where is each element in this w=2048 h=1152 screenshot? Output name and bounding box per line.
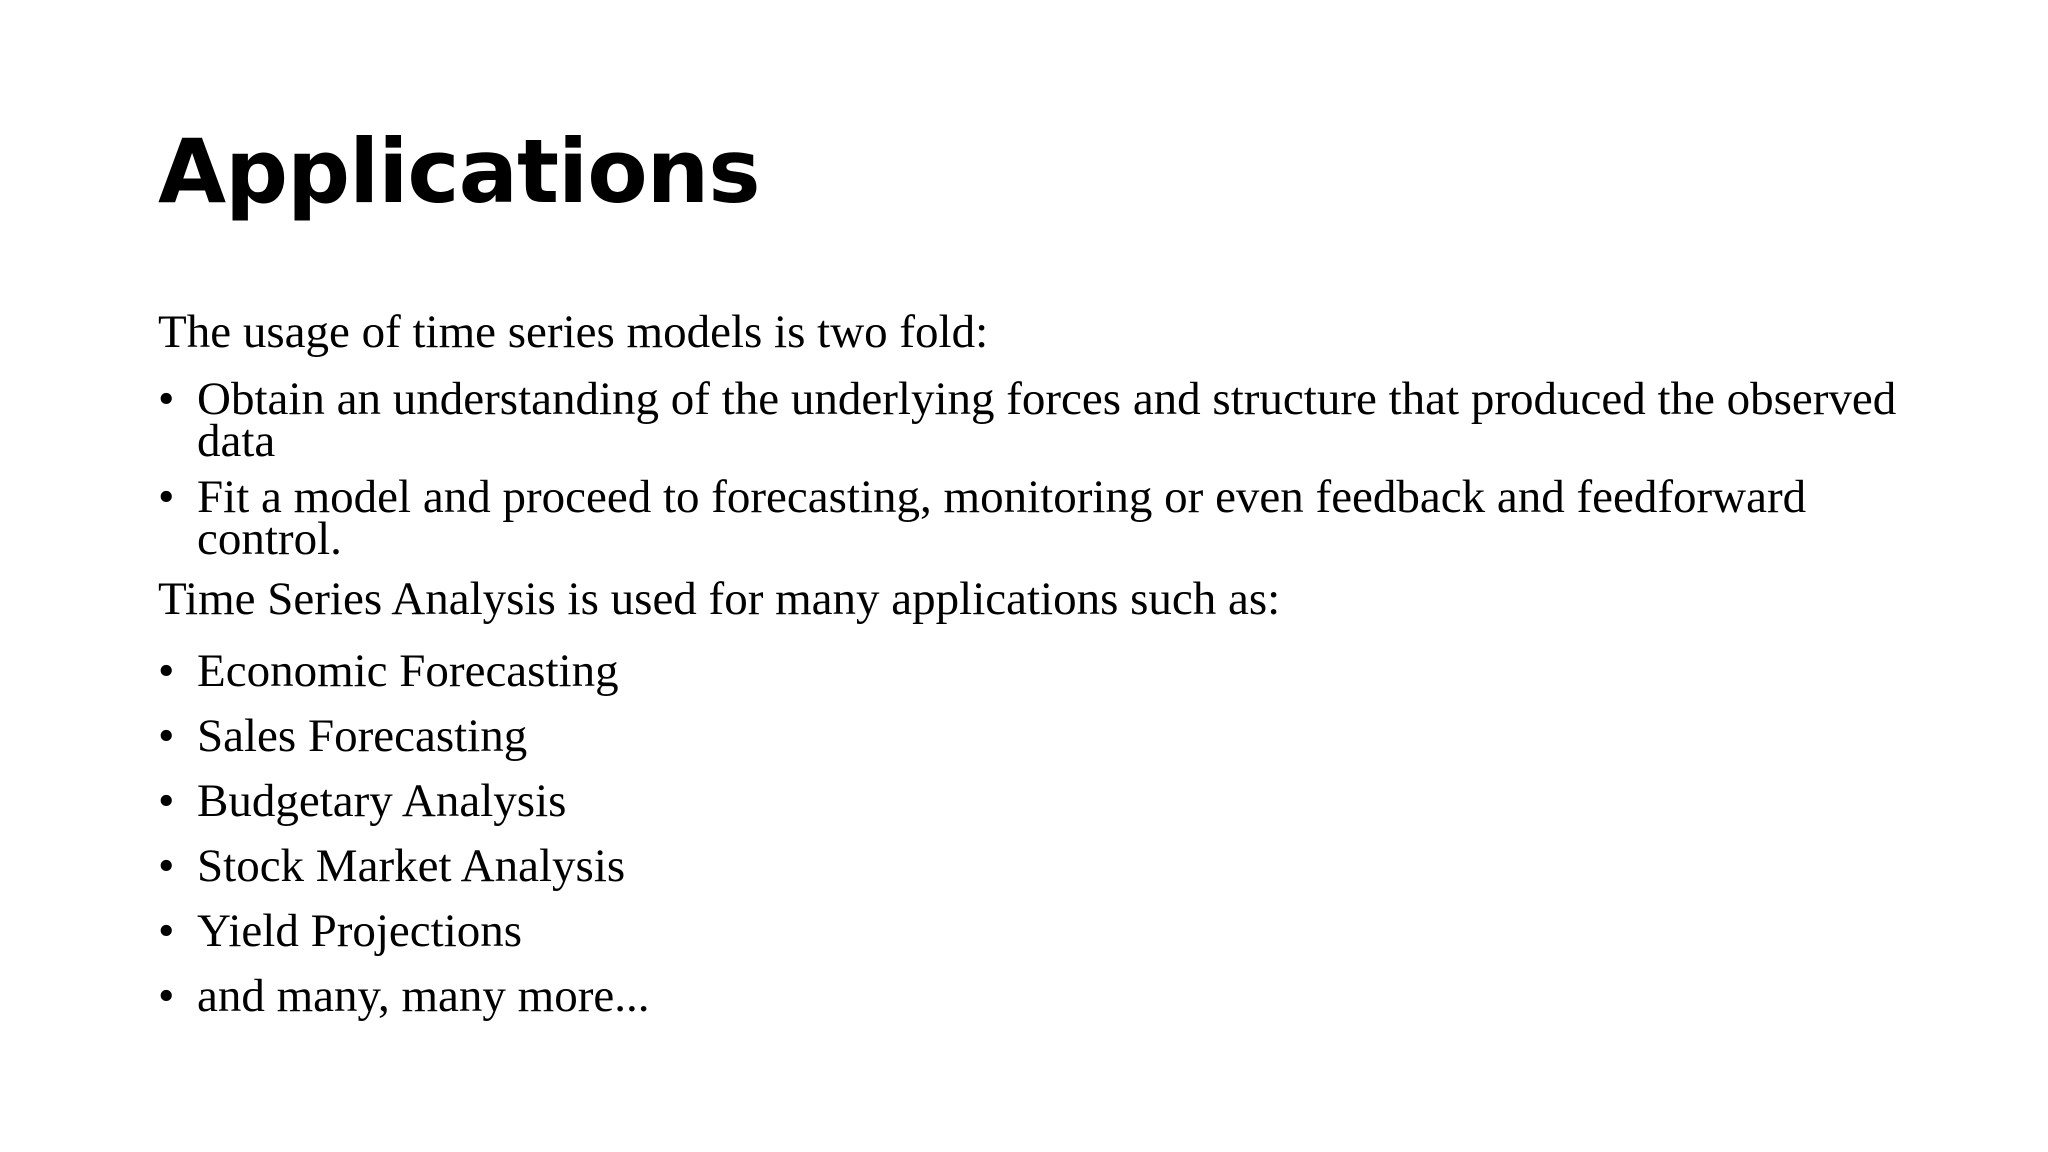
bullet-icon: • (158, 775, 175, 827)
bullet-icon: • (158, 970, 175, 1022)
list-item (158, 646, 1918, 696)
list-item (158, 971, 1918, 1021)
bullet-icon: • (158, 710, 175, 762)
applications-intro: Time Series Analysis is used for many applications such as: (158, 573, 1281, 625)
application-item-text: Economic Forecasting (197, 645, 619, 697)
list-item (158, 471, 1918, 565)
application-item-text: and many, many more... (197, 970, 650, 1022)
list-item (158, 711, 1918, 761)
usage-item-text: Fit a model and proceed to forecasting, monitoring or even feedback and feedforward control. (197, 471, 1807, 565)
bullet-icon: • (158, 373, 175, 425)
list-item (158, 373, 1918, 467)
list-item (158, 776, 1918, 826)
application-item-text: Budgetary Analysis (197, 775, 567, 827)
usage-intro: The usage of time series models is two fold: (158, 306, 989, 358)
bullet-icon: • (158, 905, 175, 957)
applications-list (158, 646, 1918, 1021)
list-item (158, 906, 1918, 956)
usage-item-text: Obtain an understanding of the underlying forces and structure that produced the observed data (197, 373, 1897, 467)
bullet-icon: • (158, 645, 175, 697)
application-item-text: Stock Market Analysis (197, 840, 626, 892)
usage-list (158, 373, 1918, 565)
slide-body (158, 300, 1918, 1021)
bullet-icon: • (158, 840, 175, 892)
slide-title: Applications (158, 120, 760, 223)
bullet-icon: • (158, 471, 175, 523)
application-item-text: Yield Projections (197, 905, 523, 957)
application-item-text: Sales Forecasting (197, 710, 528, 762)
list-item (158, 841, 1918, 891)
